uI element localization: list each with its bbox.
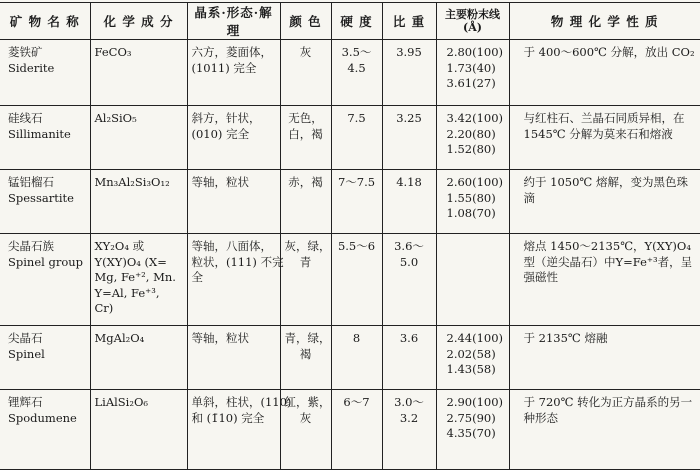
cell-peaks bbox=[436, 170, 509, 234]
peak-line: 3.61(27) bbox=[446, 76, 496, 90]
header-hardness: 硬 度 bbox=[331, 3, 382, 40]
color-line: 无色， bbox=[288, 111, 323, 125]
composition-line: Mn₃Al₂Si₃O₁₂ bbox=[94, 175, 170, 189]
header-color: 颜 色 bbox=[280, 3, 331, 40]
properties-text: 于 2135℃ 熔融 bbox=[523, 331, 608, 345]
mineral-name-en: Siderite bbox=[8, 60, 55, 75]
color-line: 赤，褐 bbox=[288, 175, 323, 189]
mineral-name-cn: 尖晶石族 bbox=[8, 239, 54, 253]
cell-density: 4.18 bbox=[382, 170, 436, 234]
cell-properties bbox=[509, 106, 700, 170]
header-peaks bbox=[436, 3, 509, 40]
crystal-line: 等轴，粒状 bbox=[191, 175, 249, 189]
color-line: 白，褐 bbox=[288, 126, 323, 141]
cell-composition bbox=[90, 326, 187, 390]
mineral-name-en: Spessartite bbox=[8, 190, 74, 205]
table-body bbox=[0, 40, 700, 470]
cell-peaks bbox=[436, 326, 509, 390]
peak-line: 2.80(100) bbox=[446, 45, 504, 59]
crystal-line: (1011) 完全 bbox=[191, 60, 257, 75]
table-row bbox=[0, 170, 700, 234]
peak-line: 1.52(80) bbox=[446, 142, 496, 156]
crystal-line: 单斜，柱状，(110) bbox=[191, 395, 292, 409]
cell-properties bbox=[509, 170, 700, 234]
cell-hardness: 7～7.5 bbox=[331, 170, 382, 234]
color-line: 红，紫， bbox=[284, 395, 331, 409]
cell-peaks bbox=[436, 234, 509, 326]
cell-properties bbox=[509, 390, 700, 470]
composition-line: MgAl₂O₄ bbox=[94, 331, 145, 345]
cell-density: 3.95 bbox=[382, 40, 436, 106]
cell-composition bbox=[90, 106, 187, 170]
cell-composition bbox=[90, 390, 187, 470]
cell-density: 3.0～3.2 bbox=[382, 390, 436, 470]
mineral-name-cn: 锰铝榴石 bbox=[8, 175, 54, 189]
properties-text: 熔点 1450～2135℃，Y(XY)O₄ 型（逆尖晶石）中Y=Fe⁺³者，呈强磁性 bbox=[523, 239, 693, 284]
composition-line: Mg, Fe⁺², Mn. bbox=[94, 270, 176, 284]
peak-line: 1.55(80) bbox=[446, 190, 496, 205]
mineral-name-cn: 锂辉石 bbox=[8, 395, 43, 409]
cell-hardness: 6～7 bbox=[331, 390, 382, 470]
header-crystal: 晶系·形态·解理 bbox=[187, 3, 280, 40]
mineral-name-cn: 硅线石 bbox=[8, 111, 43, 125]
peak-line: 3.42(100) bbox=[446, 111, 504, 125]
crystal-line: (010) 完全 bbox=[191, 126, 250, 141]
cell-name bbox=[0, 390, 90, 470]
peak-line: 1.08(70) bbox=[446, 206, 496, 220]
mineral-name-en: Sillimanite bbox=[8, 126, 71, 141]
cell-crystal bbox=[187, 326, 280, 390]
peak-line: 2.90(100) bbox=[446, 395, 504, 409]
crystal-line: 全 bbox=[191, 270, 203, 284]
table-row bbox=[0, 326, 700, 390]
crystal-line: 等轴，粒状 bbox=[191, 331, 249, 345]
properties-text: 于 720℃ 转化为正方晶系的另一种形态 bbox=[523, 395, 693, 425]
composition-line: FeCO₃ bbox=[94, 45, 132, 59]
mineral-name-cn: 尖晶石 bbox=[8, 331, 43, 345]
crystal-line: 和 (1̄10) 完全 bbox=[191, 410, 265, 425]
cell-density: 3.6 bbox=[382, 326, 436, 390]
peak-line: 2.02(58) bbox=[446, 346, 496, 361]
table-row bbox=[0, 390, 700, 470]
crystal-line: 六方，菱面体， bbox=[191, 45, 272, 59]
peak-line: 2.20(80) bbox=[446, 126, 496, 141]
cell-peaks bbox=[436, 106, 509, 170]
table-row bbox=[0, 234, 700, 326]
cell-properties bbox=[509, 234, 700, 326]
color-line: 青，绿， bbox=[284, 331, 331, 345]
mineral-name-en: Spinel group bbox=[8, 254, 84, 269]
cell-crystal bbox=[187, 390, 292, 470]
cell-name bbox=[0, 170, 90, 234]
cell-name bbox=[0, 326, 90, 390]
color-line: 青 bbox=[299, 254, 312, 269]
cell-hardness: 7.5 bbox=[331, 106, 382, 170]
crystal-line: 斜方，针状， bbox=[191, 111, 261, 125]
header-peaks-line1: 主要粉末线 bbox=[445, 8, 500, 21]
cell-hardness: 3.5～4.5 bbox=[331, 40, 382, 106]
properties-text: 与红柱石、兰晶石同质异相，在 1545℃ 分解为莫来石和熔液 bbox=[523, 111, 685, 141]
cell-name bbox=[0, 40, 90, 106]
properties-text: 约于 1050℃ 熔解，变为黑色珠滴 bbox=[523, 175, 688, 205]
peak-line: 2.60(100) bbox=[446, 175, 504, 189]
cell-color bbox=[280, 390, 331, 470]
table-row bbox=[0, 106, 700, 170]
peak-line: 1.73(40) bbox=[446, 60, 496, 75]
table-row bbox=[0, 40, 700, 106]
cell-composition bbox=[90, 40, 187, 106]
cell-color bbox=[280, 234, 331, 326]
cell-peaks bbox=[436, 390, 509, 470]
cell-name bbox=[0, 106, 90, 170]
mineral-name-en: Spinel bbox=[8, 346, 45, 361]
color-line: 褐 bbox=[299, 346, 312, 361]
cell-composition bbox=[90, 170, 187, 234]
properties-text: 于 400～600℃ 分解，放出 CO₂ bbox=[523, 45, 695, 59]
peak-line: 2.44(100) bbox=[446, 331, 504, 345]
header-properties: 物 理 化 学 性 质 bbox=[509, 3, 700, 40]
cell-crystal bbox=[187, 40, 280, 106]
composition-line: Y=Al, Fe⁺³, bbox=[94, 285, 160, 300]
cell-color bbox=[280, 170, 331, 234]
cell-color bbox=[280, 326, 331, 390]
composition-line: Y(XY)O₄ (X= bbox=[94, 254, 167, 269]
cell-composition bbox=[90, 234, 187, 326]
cell-properties bbox=[509, 40, 700, 106]
peak-line: 1.43(58) bbox=[446, 362, 496, 376]
header-peaks-line2: (Å) bbox=[463, 21, 482, 34]
cell-density: 3.25 bbox=[382, 106, 436, 170]
header-composition: 化 学 成 分 bbox=[90, 3, 187, 40]
composition-line: Al₂SiO₅ bbox=[94, 111, 137, 125]
minerals-table bbox=[0, 2, 700, 470]
header-density: 比 重 bbox=[382, 3, 436, 40]
composition-line: XY₂O₄ 或 bbox=[94, 239, 145, 253]
cell-crystal bbox=[187, 234, 284, 326]
crystal-line: 等轴，八面体， bbox=[191, 239, 272, 253]
composition-line: Cr) bbox=[94, 301, 114, 315]
header-row bbox=[0, 3, 700, 40]
color-line: 灰 bbox=[299, 410, 312, 425]
cell-name bbox=[0, 234, 90, 326]
color-line: 灰 bbox=[299, 45, 312, 59]
crystal-line: 粒状，(111) 不完 bbox=[191, 254, 284, 269]
cell-peaks bbox=[436, 40, 509, 106]
cell-density: 3.6～5.0 bbox=[382, 234, 436, 326]
peak-line: 2.75(90) bbox=[446, 410, 496, 425]
composition-line: LiAlSi₂O₆ bbox=[94, 395, 149, 409]
cell-crystal bbox=[187, 170, 280, 234]
color-line: 灰，绿， bbox=[284, 239, 331, 253]
cell-properties bbox=[509, 326, 700, 390]
cell-hardness: 5.5～6 bbox=[331, 234, 382, 326]
cell-crystal bbox=[187, 106, 280, 170]
cell-color bbox=[280, 40, 331, 106]
cell-color bbox=[280, 106, 331, 170]
cell-hardness: 8 bbox=[331, 326, 382, 390]
peak-line: 4.35(70) bbox=[446, 426, 496, 440]
mineral-name-cn: 菱铁矿 bbox=[8, 45, 43, 59]
mineral-name-en: Spodumene bbox=[8, 410, 77, 425]
header-name: 矿 物 名 称 bbox=[0, 3, 90, 40]
